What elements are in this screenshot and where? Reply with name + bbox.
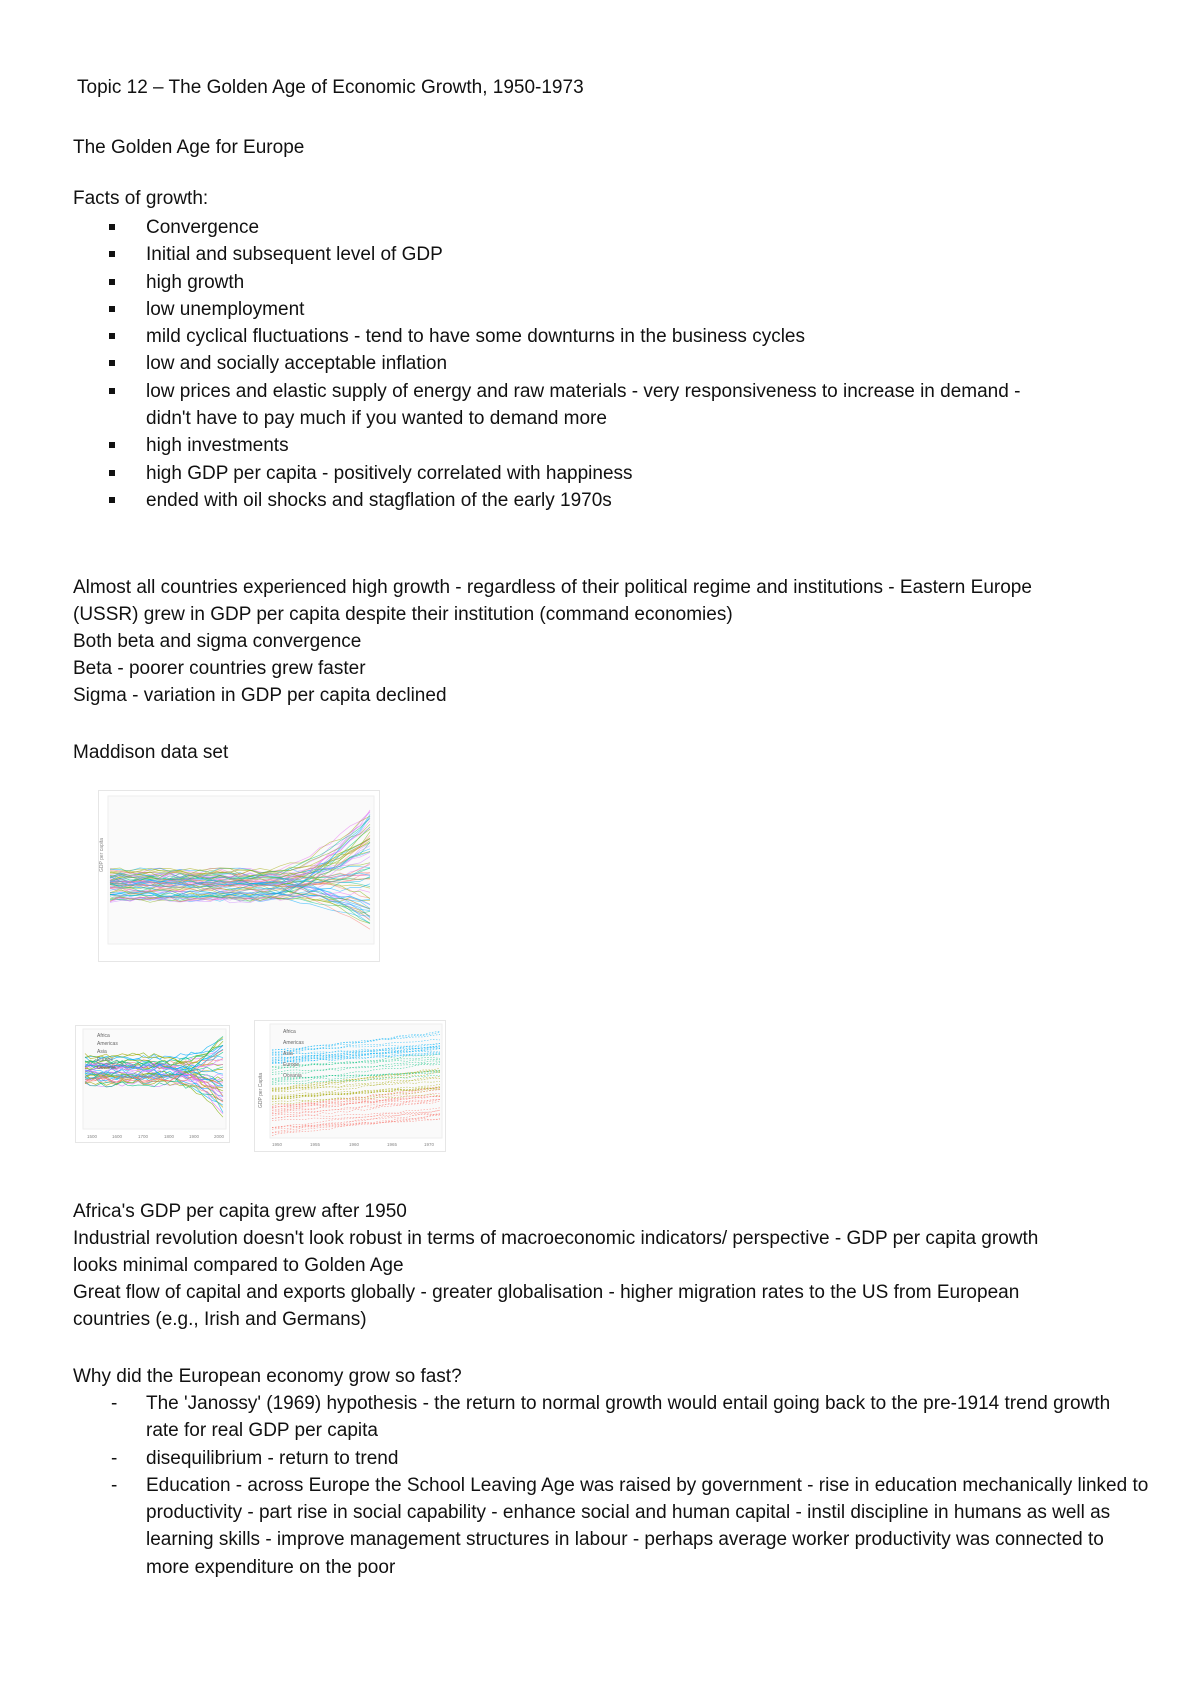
text-line: (USSR) grew in GDP per capita despite their institution (command economies) — [73, 604, 733, 625]
text-line: Industrial revolution doesn't look robust in terms of macroeconomic indicators/ perspective - GDP per capita growth — [73, 1228, 1039, 1249]
list-item: high growth — [73, 269, 1133, 296]
section-heading: The Golden Age for Europe — [73, 137, 305, 158]
tick-label: 1900 — [189, 1134, 200, 1139]
dataset-heading: Maddison data set — [73, 742, 229, 763]
legend-entry: Africa — [283, 1029, 296, 1035]
facts-list — [73, 214, 1133, 514]
legend-entry: Americas — [97, 1041, 118, 1047]
list-item: Convergence — [73, 214, 1133, 241]
list-item: low unemployment — [73, 296, 1133, 323]
facts-heading: Facts of growth: — [73, 188, 209, 209]
text-line: countries (e.g., Irish and Germans) — [73, 1309, 367, 1330]
list-item: low and socially acceptable inflation — [73, 350, 1133, 377]
square-bullet-icon — [109, 360, 115, 366]
text-line: Sigma - variation in GDP per capita declined — [73, 685, 447, 706]
text-line: Almost all countries experienced high growth - regardless of their political regime and institutions - Eastern Europe — [73, 577, 1032, 598]
tick-label: 1955 — [310, 1142, 321, 1147]
reasons-list — [73, 1390, 1149, 1581]
list-item: high GDP per capita - positively correlated with happiness — [73, 460, 1133, 487]
tick-label: 1800 — [164, 1134, 175, 1139]
legend-entry: Oceania — [97, 1065, 116, 1071]
square-bullet-icon — [109, 497, 115, 503]
legend-entry: Europe — [283, 1062, 300, 1068]
square-bullet-icon — [109, 470, 115, 476]
dash-bullet: - — [111, 1447, 118, 1469]
square-bullet-icon — [109, 442, 115, 448]
tick-label: 1960 — [349, 1142, 360, 1147]
tick-label: 1700 — [138, 1134, 149, 1139]
legend-entry: Asia — [283, 1051, 293, 1057]
y-axis-label: GDP per capita — [99, 837, 105, 872]
legend-entry: Africa — [97, 1033, 110, 1039]
square-bullet-icon — [109, 224, 115, 230]
list-item: Initial and subsequent level of GDP — [73, 241, 1133, 268]
text-line: Great flow of capital and exports globally - greater globalisation - higher migration rates to the US from European — [73, 1282, 1020, 1303]
square-bullet-icon — [109, 279, 115, 285]
list-item: low prices and elastic supply of energy and raw materials - very responsiveness to increase in demand - didn't have to pay much if you wanted to demand more — [73, 378, 1066, 433]
tick-label: 1965 — [387, 1142, 398, 1147]
tick-label: 1600 — [112, 1134, 123, 1139]
square-bullet-icon — [109, 333, 115, 339]
legend-entry: Asia — [97, 1049, 107, 1055]
list-item: - Education - across Europe the School Leaving Age was raised by government - rise in education mechanically linked to productivity - part rise in social capability - enhance social and human capital - instil discipline in humans as well as learning skills - improve management structures in labour - perhaps average worker productivity was connected to more expenditure on the poor — [73, 1472, 1151, 1581]
legend-entry: Americas — [283, 1040, 304, 1046]
text-line: looks minimal compared to Golden Age — [73, 1255, 404, 1276]
legend-entry: Oceania — [283, 1073, 302, 1079]
list-item: - The 'Janossy' (1969) hypothesis - the return to normal growth would entail going back to the pre-1914 trend growth rate for real GDP per capita — [73, 1390, 1146, 1445]
list-item: - disequilibrium - return to trend — [73, 1445, 1133, 1472]
golden-age-figure — [254, 1020, 446, 1152]
africa-paragraph — [73, 1198, 1133, 1333]
square-bullet-icon — [109, 306, 115, 312]
square-bullet-icon — [109, 388, 115, 394]
tick-label: 1950 — [272, 1142, 283, 1147]
text-line: Africa's GDP per capita grew after 1950 — [73, 1201, 407, 1222]
maddison-long-run-figure — [98, 790, 380, 962]
square-bullet-icon — [109, 251, 115, 257]
dash-bullet: - — [111, 1393, 118, 1414]
list-item: high investments — [73, 432, 1133, 459]
dash-bullet: - — [111, 1474, 118, 1496]
text-line: Beta - poorer countries grew faster — [73, 658, 366, 679]
tick-label: 2000 — [214, 1134, 225, 1139]
page-title: Topic 12 – The Golden Age of Economic Growth, 1950-1973 — [77, 77, 584, 98]
why-heading: Why did the European economy grow so fast? — [73, 1366, 462, 1387]
list-item: ended with oil shocks and stagflation of the early 1970s — [73, 487, 1133, 514]
text-line: Both beta and sigma convergence — [73, 631, 362, 652]
region-long-run-figure — [75, 1025, 230, 1143]
y-axis-label: GDP per Capita — [258, 1072, 264, 1108]
legend-entry: Europe — [97, 1057, 114, 1063]
list-item: mild cyclical fluctuations - tend to have some downturns in the business cycles — [73, 323, 1133, 350]
tick-label: 1500 — [87, 1134, 98, 1139]
convergence-paragraph — [73, 574, 1133, 709]
tick-label: 1970 — [424, 1142, 435, 1147]
